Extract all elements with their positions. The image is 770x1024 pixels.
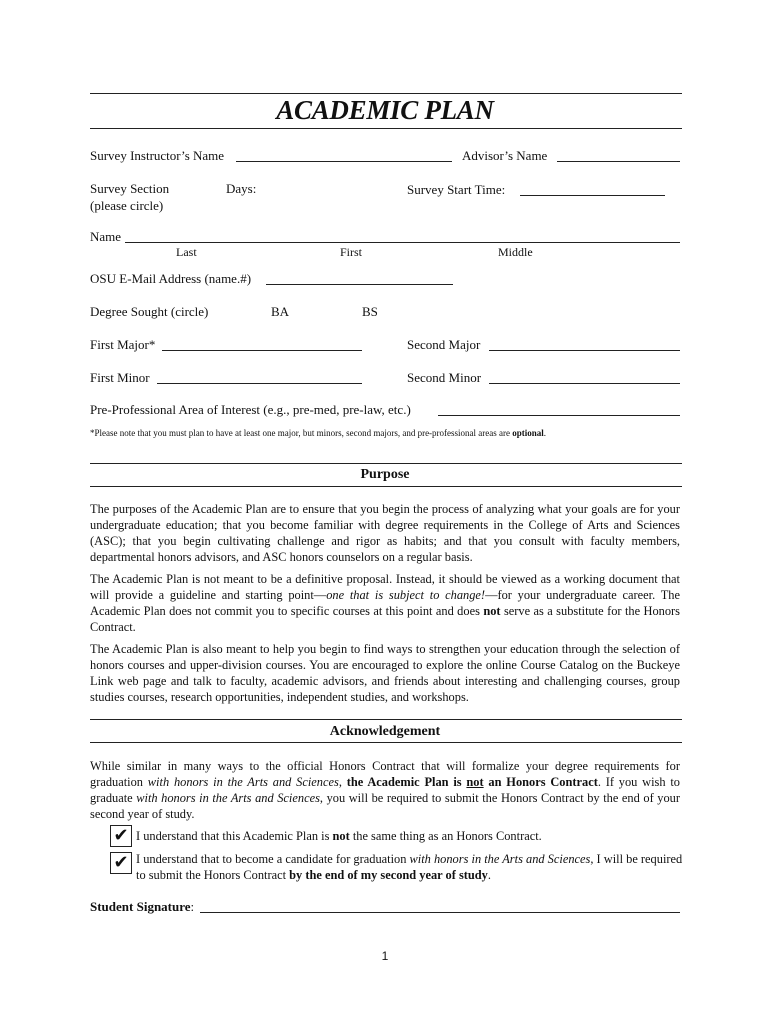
first-major-field[interactable]: [162, 350, 362, 351]
acknowledge-statement-2: I understand that to become a candidate for graduation with honors in the Arts and Sciences, I will be required to submit the Honors Contract by the end of my second year of study.: [136, 852, 683, 882]
acknowledgement-heading: Acknowledgement: [329, 724, 441, 739]
acknowledgement-rule-bottom: [90, 742, 682, 743]
email-label: OSU E-Mail Address (name.#): [90, 271, 252, 286]
days-label: Days:: [226, 181, 257, 196]
name-first-caption: First: [340, 245, 363, 259]
first-minor-label: First Minor: [90, 370, 150, 385]
advisor-field[interactable]: [557, 161, 680, 162]
top-rule: [90, 93, 682, 94]
survey-instructor-field[interactable]: [236, 161, 452, 162]
student-signature-label: Student Signature:: [90, 899, 195, 914]
survey-instructor-label: Survey Instructor’s Name: [90, 148, 225, 163]
second-major-field[interactable]: [489, 350, 680, 351]
purpose-rule-bottom: [90, 486, 682, 487]
first-minor-field[interactable]: [157, 383, 362, 384]
purpose-paragraph-2: The Academic Plan is not meant to be a definitive proposal. Instead, it should be viewed as a working document that will provide a guideline and starting point—one that is subject to change!—for your undergraduate career. The Academic Plan does not commit you to specific courses at this point and does not serve as a substitute for the Honors Contract.: [90, 572, 680, 634]
degree-ba-option[interactable]: BA: [271, 304, 290, 319]
pre-professional-label: Pre-Professional Area of Interest (e.g., pre-med, pre-law, etc.): [90, 402, 411, 417]
survey-start-time-label: Survey Start Time:: [407, 182, 506, 197]
name-field[interactable]: [125, 242, 680, 243]
degree-bs-option[interactable]: BS: [362, 304, 378, 319]
title-rule: [90, 128, 682, 129]
purpose-rule-top: [90, 463, 682, 464]
second-minor-label: Second Minor: [407, 370, 482, 385]
survey-section-label: Survey Section: [90, 181, 170, 196]
second-major-label: Second Major: [407, 337, 481, 352]
acknowledge-statement-1: I understand that this Academic Plan is not the same thing as an Honors Contract.: [136, 829, 542, 843]
requirements-note: *Please note that you must plan to have at least one major, but minors, second majors, and pre-professional areas are optional.: [90, 428, 547, 438]
degree-sought-label: Degree Sought (circle): [90, 304, 209, 319]
survey-start-time-field[interactable]: [520, 195, 665, 196]
name-middle-caption: Middle: [498, 245, 533, 259]
pre-professional-field[interactable]: [438, 415, 680, 416]
purpose-paragraph-1: The purposes of the Academic Plan are to ensure that you begin the process of analyzing what your goals are for your undergraduate education; that you become familiar with degree requirements in the College of Arts and Sciences (ASC); that you begin cultivating challenge and rigor as habits; and that you consult with faculty members, departmental honors advisors, and ASC honors counselors on a regular basis.: [90, 502, 680, 564]
page-number: 1: [381, 949, 389, 963]
advisor-label: Advisor’s Name: [462, 148, 548, 163]
name-last-caption: Last: [176, 245, 197, 259]
email-field[interactable]: [266, 284, 453, 285]
acknowledge-checkbox-2[interactable]: ✔: [110, 852, 132, 874]
purpose-heading: Purpose: [360, 467, 410, 482]
first-major-label: First Major*: [90, 337, 156, 352]
acknowledgement-paragraph: While similar in many ways to the official Honors Contract that will formalize your degree requirements for graduation with honors in the Arts and Sciences, the Academic Plan is not an Honors Contract. If you wish to graduate with honors in the Arts and Sciences, you will be required to submit the Honors Contract by the end of your second year of study.: [90, 759, 680, 821]
student-signature-field[interactable]: [200, 912, 680, 913]
acknowledge-checkbox-1[interactable]: ✔: [110, 825, 132, 847]
acknowledgement-rule-top: [90, 719, 682, 720]
purpose-paragraph-3: The Academic Plan is also meant to help you begin to find ways to strengthen your education through the selection of honors courses and upper-division courses. You are encouraged to explore the online Course Catalog on the Buckeye Link web page and talk to faculty, academic advisors, and friends about interesting and challenging courses, group studies courses, research opportunities, independent studies, and workshops.: [90, 642, 680, 704]
second-minor-field[interactable]: [489, 383, 680, 384]
please-circle-label: (please circle): [90, 198, 164, 213]
name-label: Name: [90, 229, 122, 244]
page-title: ACADEMIC PLAN: [276, 95, 494, 125]
